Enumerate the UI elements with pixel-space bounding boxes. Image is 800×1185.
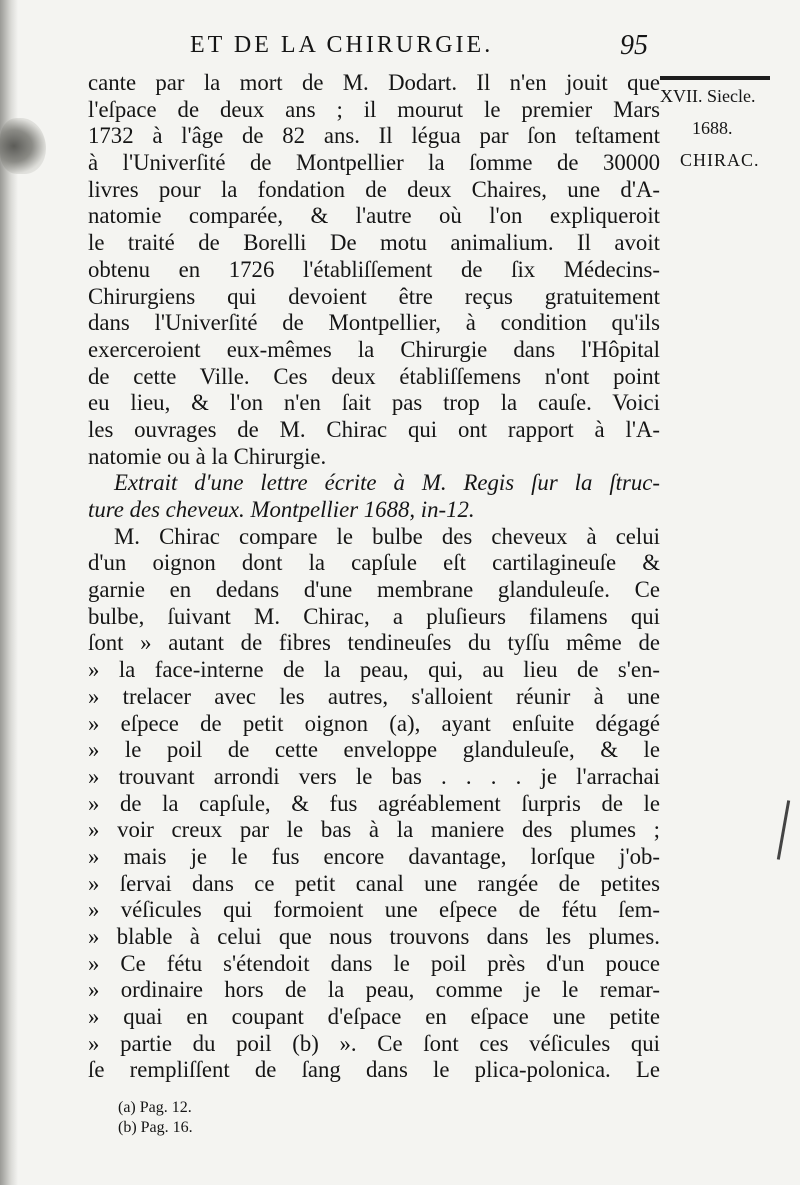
text-line: 1732 à l'âge de 82 ans. Il légua par ſon teſtament — [88, 123, 660, 149]
quote-line: » quai en coupant d'eſpace en eſpace une petite — [88, 1004, 660, 1030]
quote-line: » la face-interne de la peau, qui, au lieu de s'en- — [88, 657, 660, 683]
quote-line: ſont » autant de fibres tendineuſes du tyſſu même de — [88, 630, 660, 656]
margin-rule — [660, 76, 770, 80]
quote-line: » de la capſule, & fus agréablement ſurpris de le — [88, 790, 660, 816]
quote-line: » trelacer avec les autres, s'alloient réunir à une — [88, 683, 660, 709]
text-line: l'eſpace de deux ans ; il mourut le premier Mars — [88, 96, 660, 122]
quote-line: » ſervai dans ce petit canal une rangée de petites — [88, 870, 660, 896]
footnotes — [118, 1098, 193, 1138]
quote-line: » voir creux par le bas à la maniere des plumes ; — [88, 817, 660, 843]
text-line: M. Chirac compare le bulbe des cheveux à celui — [114, 523, 660, 549]
quote-line: » partie du poil (b) ». Ce ſont ces véſicules qui — [88, 1030, 660, 1056]
text-line: ſe rempliſſent de ſang dans le plica-polonica. Le — [88, 1057, 660, 1083]
text-line: d'un oignon dont la capſule eſt cartilagineuſe & — [88, 550, 660, 576]
text-line: natomie ou à la Chirurgie. — [88, 443, 327, 469]
text-line: Chirurgiens qui devoient être reçus gratuitement — [88, 283, 660, 309]
quote-line: » trouvant arrondi vers le bas . . . . je l'arrachai — [88, 763, 660, 789]
body-text — [88, 70, 660, 1084]
text-line: cante par la mort de M. Dodart. Il n'en jouit que — [88, 70, 660, 95]
quote-line: » Ce fétu s'étendoit dans le poil près d'un pouce — [88, 950, 660, 976]
running-head: ET DE LA CHIRURGIE. — [190, 32, 494, 58]
quote-line: » eſpece de petit oignon (a), ayant enſuite dégagé — [88, 710, 660, 736]
page-number: 95 — [620, 30, 648, 61]
margin-note-name: CHIRAC. — [680, 150, 760, 170]
work-title-line: Extrait d'une lettre écrite à M. Regis ſur la ſtruc- — [114, 470, 660, 496]
text-line: le traité de Borelli De motu animalium. Il avoit — [88, 230, 660, 256]
text-line: les ouvrages de M. Chirac qui ont rapport à l'A- — [88, 416, 660, 442]
footnote-a: (a) Pag. 12. — [118, 1099, 192, 1116]
text-line: à l'Univerſité de Montpellier la ſomme de 30000 — [88, 150, 660, 176]
binding-shadow — [0, 0, 18, 1185]
quote-line: » blable à celui que nous trouvons dans les plumes. — [88, 924, 660, 949]
text-line: de cette Ville. Ces deux établiſſemens n'ont point — [88, 363, 660, 389]
text-line: obtenu en 1726 l'établiſſement de ſix Médecins- — [88, 256, 660, 282]
footnote-b: (b) Pag. 16. — [118, 1119, 193, 1136]
margin-pencil-mark — [777, 800, 790, 860]
text-line: natomie comparée, & l'autre où l'on expliqueroit — [88, 203, 660, 229]
quote-line: » véſicules qui formoient une eſpece de fétu ſem- — [88, 897, 660, 923]
text-line: garnie en dedans d'une membrane glanduleuſe. Ce — [88, 577, 660, 603]
text-line: exerceroient eux-mêmes la Chirurgie dans l'Hôpital — [88, 336, 660, 362]
quote-line: » mais je le fus encore davantage, lorſque j'ob- — [88, 843, 660, 869]
torn-page-edge — [0, 118, 46, 174]
text-line: dans l'Univerſité de Montpellier, à condition qu'ils — [88, 310, 660, 336]
quote-line: » le poil de cette enveloppe glanduleuſe, & le — [88, 737, 660, 763]
margin-note-year: 1688. — [692, 118, 733, 138]
text-line: livres pour la fondation de deux Chaires, une d'A- — [88, 176, 660, 202]
quote-line: » ordinaire hors de la peau, comme je le remar- — [88, 977, 660, 1003]
text-line: bulbe, ſuivant M. Chirac, a pluſieurs filamens qui — [88, 603, 660, 629]
text-line: eu lieu, & l'on n'en ſait pas trop la cauſe. Voici — [88, 390, 660, 416]
work-title-line: ture des cheveux. Montpellier 1688, in-12. — [88, 497, 475, 522]
margin-note-century: XVII. Siecle. — [660, 86, 756, 106]
